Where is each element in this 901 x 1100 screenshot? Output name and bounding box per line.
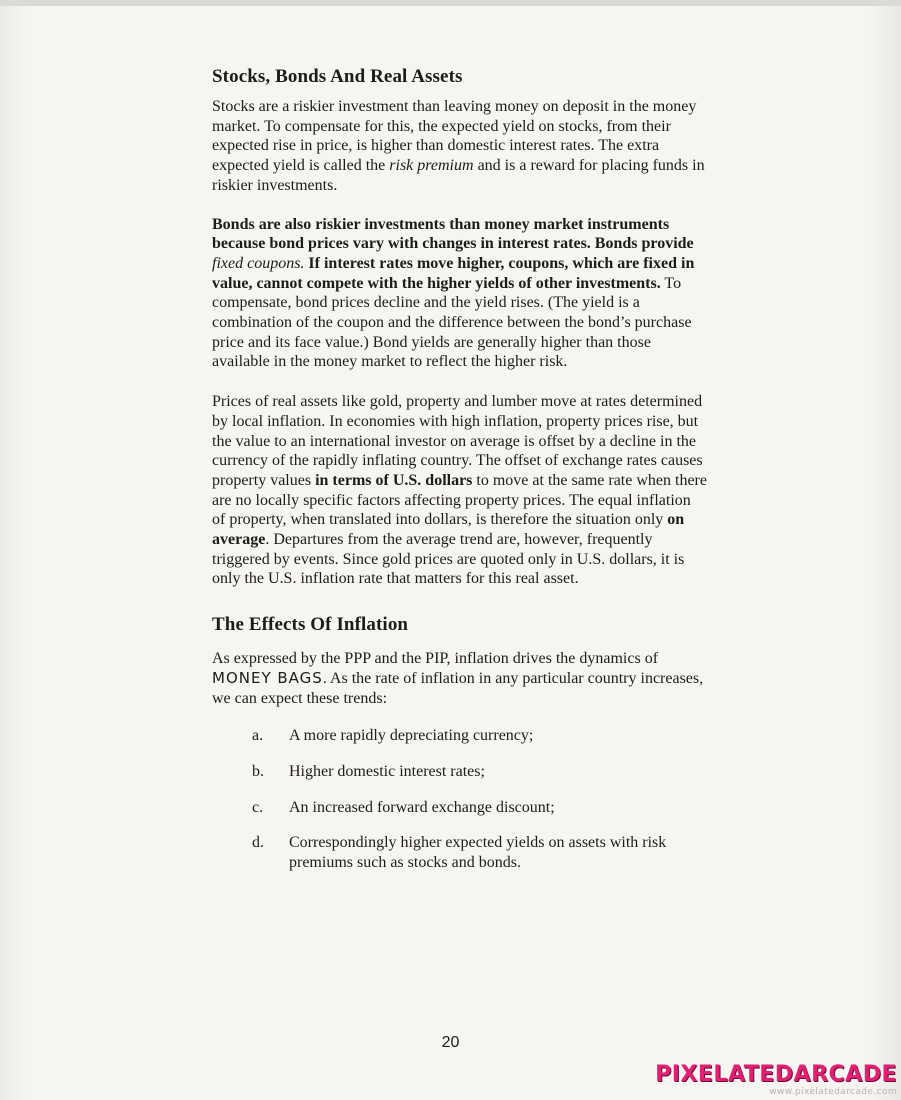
bold-text: in terms of U.S. dollars [315, 471, 473, 489]
paragraph-bonds [212, 215, 708, 373]
paragraph-text: As expressed by the PPP and the PIP, inflation drives the dynamics of [212, 650, 659, 668]
paragraph-text: to move at the same rate when there are no locally specific factors affecting property prices. The equal inflation of property, when translated into dollars, is therefore the situation only [212, 471, 707, 529]
paragraph-text: . As the rate of inflation in any particular country increases, we can expect these trends: [212, 669, 704, 707]
page-number: 20 [441, 1034, 460, 1051]
list-marker: a. [252, 727, 264, 745]
paragraph-text: To compensate, bond prices decline and the yield rises. (The yield is a combination of the coupon and the difference between the bond’s purchase price and its face value.) Bond yields are generally higher than those available in the money market to reflect the higher risk. [212, 274, 692, 371]
paragraph-text: and is a reward for placing funds in riskier investments. [212, 157, 705, 194]
list-marker: c. [252, 798, 264, 816]
list-text: Correspondingly higher expected yields on assets with risk premiums such as stocks and bonds. [289, 834, 667, 872]
watermark-url: www.pixelatedarcade.com [769, 1087, 897, 1097]
bold-text: If interest rates move higher, coupons, which are fixed in value, cannot compete with the higher yields of other investments. [212, 254, 695, 292]
bold-text: Bonds are also riskier investments than money market instruments because bond prices vary with changes in interest rates. Bonds provide [212, 215, 694, 253]
paragraph-stocks [212, 97, 708, 196]
watermark [655, 1062, 897, 1097]
list-item [252, 762, 708, 782]
section-heading-stocks: Stocks, Bonds And Real Assets [212, 66, 463, 87]
page-content [212, 66, 708, 873]
paragraph-text: Stocks are a riskier investment than leaving money on deposit in the money market. To compensate for this, the expected yield on stocks, from their expected rise in price, is higher than domestic interest rates. The extra expected yield is called the [212, 98, 697, 175]
list-item [252, 726, 708, 746]
list-text: A more rapidly depreciating currency; [289, 727, 534, 745]
emphasis-fixed-coupons: fixed coupons. [212, 254, 305, 272]
watermark-logo: PIXELATEDARCADE [655, 1062, 897, 1087]
list-text: Higher domestic interest rates; [289, 762, 485, 780]
bold-text: on average [212, 511, 685, 549]
game-title: MONEY BAGS [212, 668, 323, 687]
paragraph-text: . Departures from the average trend are, however, frequently triggered by events. Since gold prices are quoted only in U.S. dollars, it is only the U.S. inflation rate that matters for this real asset. [212, 531, 685, 588]
list-text: An increased forward exchange discount; [289, 798, 555, 816]
emphasis-risk-premium: risk premium [389, 157, 474, 175]
paragraph-inflation-intro [212, 649, 708, 708]
paragraph-real-assets [212, 392, 708, 589]
list-marker: d. [252, 834, 264, 852]
list-marker: b. [252, 762, 264, 780]
section-heading-inflation: The Effects Of Inflation [212, 614, 409, 636]
paragraph-text: Prices of real assets like gold, property and lumber move at rates determined by local inflation. In economies with high inflation, property prices rise, but the value to an international investor on average is offset by a decline in the currency of the rapidly inflating country. The offset of exchange rates causes property values [212, 393, 703, 489]
list-item [252, 833, 708, 872]
list-item [252, 798, 708, 818]
trends-list [252, 726, 708, 873]
page-top-edge [0, 0, 901, 6]
